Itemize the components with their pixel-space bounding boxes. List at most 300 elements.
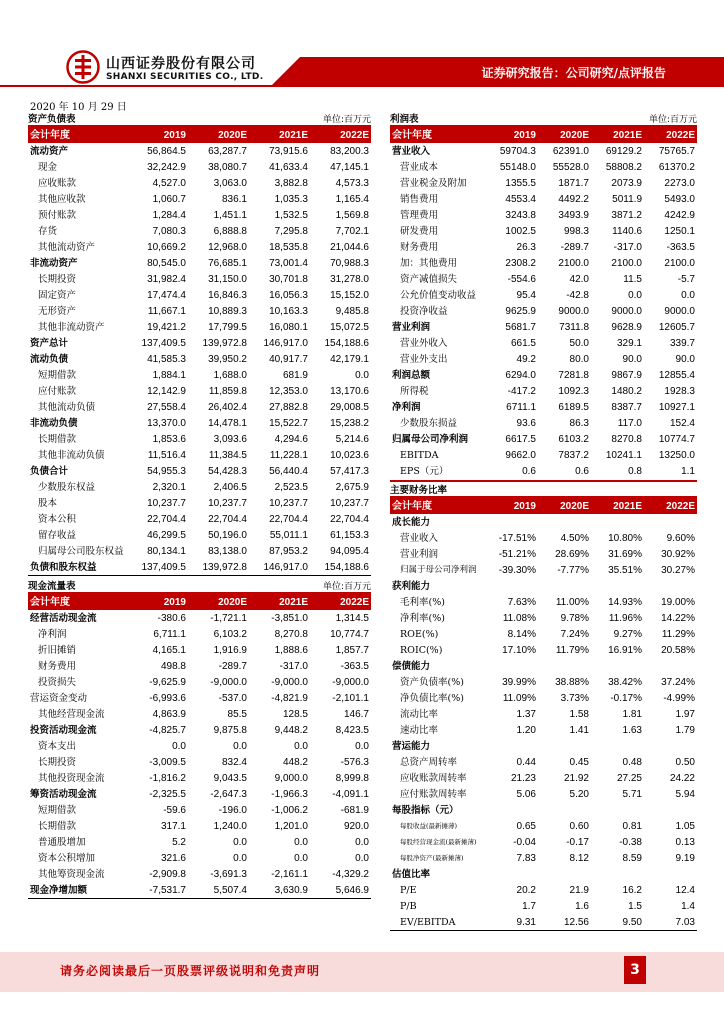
- row-label: 营业收入: [400, 532, 439, 544]
- table-row: [390, 143, 697, 159]
- value-cell: 11,516.4: [147, 449, 186, 461]
- table-row: [28, 207, 371, 223]
- value-cell: 5493.0: [664, 193, 695, 205]
- table-row: [390, 367, 697, 383]
- value-cell: 14,478.1: [208, 417, 247, 429]
- value-cell: 83,200.3: [330, 145, 369, 157]
- table-row: [390, 175, 697, 191]
- row-label: 投资损失: [38, 676, 77, 688]
- value-cell: 329.1: [616, 337, 642, 349]
- value-cell: 9.27%: [613, 628, 642, 640]
- table-row: [390, 786, 697, 802]
- value-cell: 4,527.0: [152, 177, 186, 189]
- value-cell: 8,270.8: [274, 628, 308, 640]
- value-cell: 50.0: [569, 337, 589, 349]
- row-label: 短期借款: [38, 804, 77, 816]
- value-cell: 146,917.0: [249, 559, 310, 576]
- header-year-cell: 2019: [127, 127, 188, 143]
- value-cell: 9.78%: [560, 612, 589, 624]
- row-label: 销售费用: [400, 193, 439, 205]
- value-cell: 46,299.5: [147, 529, 186, 541]
- value-cell: 19.00%: [661, 596, 695, 608]
- table-row: [390, 882, 697, 898]
- value-cell: 920.0: [343, 820, 369, 832]
- value-cell: 1.6: [575, 900, 589, 912]
- value-cell: -2,161.1: [271, 868, 308, 880]
- value-cell: 1.7: [522, 900, 536, 912]
- value-cell: 9,448.2: [274, 724, 308, 736]
- value-cell: 87,953.2: [269, 545, 308, 557]
- table-row: [390, 706, 697, 722]
- value-cell: 14.93%: [608, 596, 642, 608]
- value-cell: 11.08%: [502, 612, 536, 624]
- row-label: 营业外收入: [400, 337, 448, 349]
- value-cell: 1.41: [569, 724, 589, 736]
- row-label: 管理费用: [400, 209, 439, 221]
- value-cell: 13,370.0: [147, 417, 186, 429]
- value-cell: 3243.8: [505, 209, 536, 221]
- value-cell: 31,982.4: [147, 273, 186, 285]
- value-cell: [538, 802, 591, 818]
- row-label: 其他非流动负债: [38, 449, 105, 461]
- page-number: 3: [624, 956, 646, 984]
- value-cell: 9628.9: [611, 321, 642, 333]
- value-cell: -1,966.3: [271, 788, 308, 800]
- value-cell: 13,170.6: [330, 385, 369, 397]
- row-label: 每股指标（元）: [392, 804, 459, 816]
- table-row: [390, 303, 697, 319]
- value-cell: 3,882.8: [274, 177, 308, 189]
- row-label: 加：其他费用: [400, 257, 458, 269]
- value-cell: 42.0: [569, 273, 589, 285]
- value-cell: 5.94: [675, 788, 695, 800]
- table-row: [28, 271, 371, 287]
- value-cell: 37.24%: [661, 676, 695, 688]
- row-label: 营业收入: [392, 145, 431, 157]
- value-cell: 8270.8: [611, 433, 642, 445]
- value-cell: 0.0: [233, 740, 247, 752]
- table-row: [28, 367, 371, 383]
- value-cell: 154,188.6: [310, 559, 371, 576]
- value-cell: 85.5: [227, 708, 247, 720]
- row-label: 其他筹资现金流: [38, 868, 105, 880]
- value-cell: 2073.9: [611, 177, 642, 189]
- table-row: [28, 786, 371, 802]
- row-label: 资本公积增加: [38, 852, 96, 864]
- value-cell: 2100.0: [664, 257, 695, 269]
- value-cell: 1.4: [681, 900, 695, 912]
- value-cell: -537.0: [218, 692, 247, 704]
- row-label: P/E: [400, 884, 417, 896]
- value-cell: -4,091.1: [332, 788, 369, 800]
- value-cell: -363.5: [340, 660, 369, 672]
- value-cell: 10241.1: [605, 449, 642, 461]
- value-cell: -0.17: [566, 836, 589, 848]
- row-label: ROE(%): [400, 628, 439, 640]
- header-year-cell: 2021E: [249, 594, 310, 610]
- row-label: P/B: [400, 900, 417, 912]
- row-label: 筹资活动现金流: [30, 788, 97, 800]
- table-row: [390, 914, 697, 931]
- value-cell: 30,701.8: [269, 273, 308, 285]
- row-label: ROIC(%): [400, 644, 443, 656]
- value-cell: 9662.0: [505, 449, 536, 461]
- value-cell: 80,134.1: [147, 545, 186, 557]
- value-cell: 83,138.0: [208, 545, 247, 557]
- value-cell: 10,237.7: [330, 497, 369, 509]
- table-row: [28, 722, 371, 738]
- row-label: 流动资产: [30, 145, 69, 157]
- table-row: [28, 543, 371, 559]
- table-row: [390, 770, 697, 786]
- header-year-cell: 2022E: [644, 498, 697, 514]
- value-cell: 5,646.9: [310, 882, 371, 899]
- value-cell: 31.69%: [608, 548, 642, 560]
- table-row: [28, 383, 371, 399]
- value-cell: 30.27%: [661, 564, 695, 576]
- value-cell: -9,000.0: [332, 676, 369, 688]
- value-cell: 0.0: [233, 836, 247, 848]
- table-row: [390, 690, 697, 706]
- value-cell: 12605.7: [658, 321, 695, 333]
- table-row: [28, 706, 371, 722]
- row-label: 其他投资现金流: [38, 772, 105, 784]
- row-label: 存货: [38, 225, 58, 237]
- value-cell: 0.8: [628, 465, 642, 477]
- value-cell: 0.65: [516, 820, 536, 832]
- row-label: 少数股东权益: [38, 481, 96, 493]
- value-cell: 15,522.7: [269, 417, 308, 429]
- value-cell: 1,165.4: [335, 193, 369, 205]
- table-row: [28, 770, 371, 786]
- row-label: 预付账款: [38, 209, 77, 221]
- value-cell: [644, 866, 697, 882]
- value-cell: 9.60%: [666, 532, 695, 544]
- value-cell: 32,242.9: [147, 161, 186, 173]
- value-cell: 75765.7: [658, 145, 695, 157]
- value-cell: -289.7: [218, 660, 247, 672]
- value-cell: 0.0: [355, 740, 369, 752]
- value-cell: 26,402.4: [208, 401, 247, 413]
- value-cell: 12.4: [675, 884, 695, 896]
- value-cell: 128.5: [282, 708, 308, 720]
- table-row: [28, 447, 371, 463]
- table-row: [390, 463, 697, 479]
- value-cell: 12,968.0: [208, 241, 247, 253]
- row-label: 研发费用: [400, 225, 439, 237]
- value-cell: 448.2: [282, 756, 308, 768]
- row-label: 负债合计: [30, 465, 69, 477]
- value-cell: 0.48: [622, 756, 642, 768]
- value-cell: 11.96%: [608, 612, 642, 624]
- table-row: [390, 399, 697, 415]
- value-cell: -39.30%: [498, 564, 536, 576]
- table-row: [28, 511, 371, 527]
- row-label: 每股收益(最新摊薄): [400, 821, 458, 830]
- value-cell: 16,056.3: [269, 289, 308, 301]
- value-cell: 146.7: [343, 708, 369, 720]
- row-label: 营业外支出: [400, 353, 448, 365]
- value-cell: 49.2: [516, 353, 536, 365]
- value-cell: [644, 658, 697, 674]
- income-title: 利润表: [390, 114, 419, 125]
- value-cell: 0.6: [522, 465, 536, 477]
- value-cell: 2,320.1: [152, 481, 186, 493]
- value-cell: 31,278.0: [330, 273, 369, 285]
- table-header-row: [390, 498, 697, 514]
- value-cell: 4,165.1: [152, 644, 186, 656]
- value-cell: 63,287.7: [208, 145, 247, 157]
- report-type: 证券研究报告：公司研究/点评报告: [481, 66, 666, 80]
- value-cell: 38.42%: [608, 676, 642, 688]
- table-row: [28, 303, 371, 319]
- value-cell: 55,011.1: [269, 529, 308, 541]
- row-label: 无形资产: [38, 305, 77, 317]
- table-row: [390, 578, 697, 594]
- value-cell: 2,675.9: [335, 481, 369, 493]
- table-row: [28, 610, 371, 626]
- value-cell: 3,093.6: [213, 433, 247, 445]
- value-cell: 9.50: [591, 914, 644, 931]
- table-row: [390, 850, 697, 866]
- value-cell: 76,685.1: [208, 257, 247, 269]
- row-label: 普通股增加: [38, 836, 86, 848]
- row-label: 经营活动现金流: [30, 612, 97, 624]
- value-cell: 3493.9: [558, 209, 589, 221]
- value-cell: 4.50%: [560, 532, 589, 544]
- row-label: 应收账款周转率: [400, 772, 467, 784]
- row-label: 营运能力: [392, 740, 431, 752]
- value-cell: 30.92%: [661, 548, 695, 560]
- value-cell: 1,857.7: [335, 644, 369, 656]
- table-row: [28, 495, 371, 511]
- value-cell: 38.88%: [555, 676, 589, 688]
- value-cell: 9,485.8: [335, 305, 369, 317]
- table-row: [28, 255, 371, 271]
- row-label: 营运资金变动: [30, 692, 88, 704]
- header-year-cell: 2022E: [310, 127, 371, 143]
- row-label: 营业税金及附加: [400, 177, 467, 189]
- row-label: 长期借款: [38, 820, 77, 832]
- value-cell: -681.9: [340, 804, 369, 816]
- row-label: 固定资产: [38, 289, 77, 301]
- table-row: [390, 514, 697, 530]
- table-row: [390, 738, 697, 754]
- row-label: 应付账款周转率: [400, 788, 467, 800]
- income-table: [390, 127, 697, 479]
- balance-sheet-table: [28, 127, 371, 576]
- value-cell: 10927.1: [658, 401, 695, 413]
- value-cell: [485, 866, 538, 882]
- header-year-cell: 2019: [127, 594, 188, 610]
- table-row: [28, 559, 371, 576]
- value-cell: -51.21%: [498, 548, 536, 560]
- value-cell: 40,917.7: [269, 353, 308, 365]
- value-cell: 28.69%: [555, 548, 589, 560]
- value-cell: -576.3: [340, 756, 369, 768]
- value-cell: 41,585.3: [147, 353, 186, 365]
- value-cell: 9,875.8: [213, 724, 247, 736]
- value-cell: 1928.3: [664, 385, 695, 397]
- header-year-cell: 2021E: [591, 498, 644, 514]
- value-cell: 7.03: [644, 914, 697, 931]
- row-label: 长期投资: [38, 273, 77, 285]
- value-cell: 6103.2: [558, 433, 589, 445]
- value-cell: 6189.5: [558, 401, 589, 413]
- value-cell: 15,152.0: [330, 289, 369, 301]
- value-cell: 11,859.8: [208, 385, 247, 397]
- row-label: 所得税: [400, 385, 429, 397]
- value-cell: 321.6: [160, 852, 186, 864]
- value-cell: -1,006.2: [271, 804, 308, 816]
- cash-flow-table: [28, 594, 371, 899]
- value-cell: 59704.3: [499, 145, 536, 157]
- value-cell: 8,423.5: [335, 724, 369, 736]
- value-cell: 8.14%: [507, 628, 536, 640]
- header-year-cell: 2019: [485, 127, 538, 143]
- value-cell: 18,535.8: [269, 241, 308, 253]
- row-label: 应收账款: [38, 177, 77, 189]
- row-label: 速动比率: [400, 724, 439, 736]
- value-cell: 73,915.6: [269, 145, 308, 157]
- value-cell: 1.97: [675, 708, 695, 720]
- row-label: 留存收益: [38, 529, 77, 541]
- value-cell: 69129.2: [605, 145, 642, 157]
- value-cell: -1,816.2: [149, 772, 186, 784]
- value-cell: 5,214.6: [335, 433, 369, 445]
- ratios-table: [390, 498, 697, 931]
- value-cell: 4,863.9: [152, 708, 186, 720]
- value-cell: 62391.0: [552, 145, 589, 157]
- header-label-cell: 会计年度: [28, 594, 127, 610]
- table-row: [28, 159, 371, 175]
- value-cell: 29,008.5: [330, 401, 369, 413]
- table-header-row: [28, 594, 371, 610]
- table-row: [390, 530, 697, 546]
- value-cell: 8.59: [622, 852, 642, 864]
- value-cell: 8,999.8: [335, 772, 369, 784]
- value-cell: 0.0: [355, 836, 369, 848]
- value-cell: -554.6: [507, 273, 536, 285]
- header-label-cell: 会计年度: [390, 127, 485, 143]
- table-row: [28, 479, 371, 495]
- table-row: [390, 223, 697, 239]
- value-cell: 7,080.3: [152, 225, 186, 237]
- value-cell: 9867.9: [611, 369, 642, 381]
- value-cell: 1,888.6: [274, 644, 308, 656]
- row-label: 净负债比率(%): [400, 692, 464, 704]
- value-cell: 17.10%: [502, 644, 536, 656]
- value-cell: -2,101.1: [332, 692, 369, 704]
- value-cell: -2,909.8: [149, 868, 186, 880]
- row-label: EPS（元）: [400, 465, 449, 477]
- value-cell: 3,063.0: [213, 177, 247, 189]
- table-row: [28, 351, 371, 367]
- table-row: [390, 207, 697, 223]
- row-label: 公允价值变动收益: [400, 289, 477, 301]
- table-row: [390, 255, 697, 271]
- table-row: [28, 335, 371, 351]
- value-cell: -4.99%: [663, 692, 695, 704]
- value-cell: 27.25: [616, 772, 642, 784]
- table-header-row: [390, 127, 697, 143]
- value-cell: 54,428.3: [208, 465, 247, 477]
- value-cell: 10,774.7: [330, 628, 369, 640]
- value-cell: 80,545.0: [147, 257, 186, 269]
- row-label: 其他流动资产: [38, 241, 96, 253]
- value-cell: 7,702.1: [335, 225, 369, 237]
- value-cell: 1,884.1: [152, 369, 186, 381]
- value-cell: 2,406.5: [213, 481, 247, 493]
- table-row: [390, 754, 697, 770]
- row-label: 投资净收益: [400, 305, 448, 317]
- value-cell: 0.0: [355, 852, 369, 864]
- value-cell: 836.1: [221, 193, 247, 205]
- value-cell: 6294.0: [505, 369, 536, 381]
- value-cell: -4,329.2: [332, 868, 369, 880]
- header-year-cell: 2020E: [188, 594, 249, 610]
- value-cell: [591, 802, 644, 818]
- value-cell: 50,196.0: [208, 529, 247, 541]
- report-date: 2020 年 10 月 29 日: [30, 102, 127, 113]
- header-year-cell: 2021E: [249, 127, 310, 143]
- row-label: 应付账款: [38, 385, 77, 397]
- row-label: 其他流动负债: [38, 401, 96, 413]
- value-cell: -2,325.5: [149, 788, 186, 800]
- value-cell: 15,238.2: [330, 417, 369, 429]
- value-cell: [591, 514, 644, 530]
- value-cell: 0.0: [294, 852, 308, 864]
- table-row: [390, 159, 697, 175]
- value-cell: 9.31: [485, 914, 538, 931]
- table-row: [390, 546, 697, 562]
- value-cell: 16,080.1: [269, 321, 308, 333]
- value-cell: 4553.4: [505, 193, 536, 205]
- value-cell: 832.4: [221, 756, 247, 768]
- value-cell: 90.0: [622, 353, 642, 365]
- value-cell: [485, 658, 538, 674]
- value-cell: 6711.1: [506, 401, 536, 413]
- value-cell: 22,704.4: [208, 513, 247, 525]
- table-row: [28, 175, 371, 191]
- value-cell: [591, 658, 644, 674]
- table-row: [28, 658, 371, 674]
- value-cell: 10,237.7: [269, 497, 308, 509]
- value-cell: 7,295.8: [274, 225, 308, 237]
- table-row: [390, 562, 697, 578]
- value-cell: 9,043.5: [213, 772, 247, 784]
- table-row: [28, 191, 371, 207]
- row-label: 毛利率(%): [400, 596, 445, 608]
- value-cell: 1871.7: [558, 177, 589, 189]
- row-label: 利润总额: [392, 369, 431, 381]
- value-cell: 1.81: [622, 708, 642, 720]
- value-cell: 10,237.7: [208, 497, 247, 509]
- row-label: 净利润: [392, 401, 421, 413]
- row-label: 非流动资产: [30, 257, 78, 269]
- table-row: [390, 626, 697, 642]
- value-cell: 31,150.0: [208, 273, 247, 285]
- value-cell: -317.0: [613, 241, 642, 253]
- value-cell: 42,179.1: [330, 353, 369, 365]
- cash-flow-title: 现金流量表: [28, 581, 76, 592]
- value-cell: 13250.0: [658, 449, 695, 461]
- value-cell: 998.3: [563, 225, 589, 237]
- row-label: 总资产周转率: [400, 756, 458, 768]
- row-label: 其他经营现金流: [38, 708, 105, 720]
- value-cell: 2100.0: [611, 257, 642, 269]
- value-cell: -0.38: [619, 836, 642, 848]
